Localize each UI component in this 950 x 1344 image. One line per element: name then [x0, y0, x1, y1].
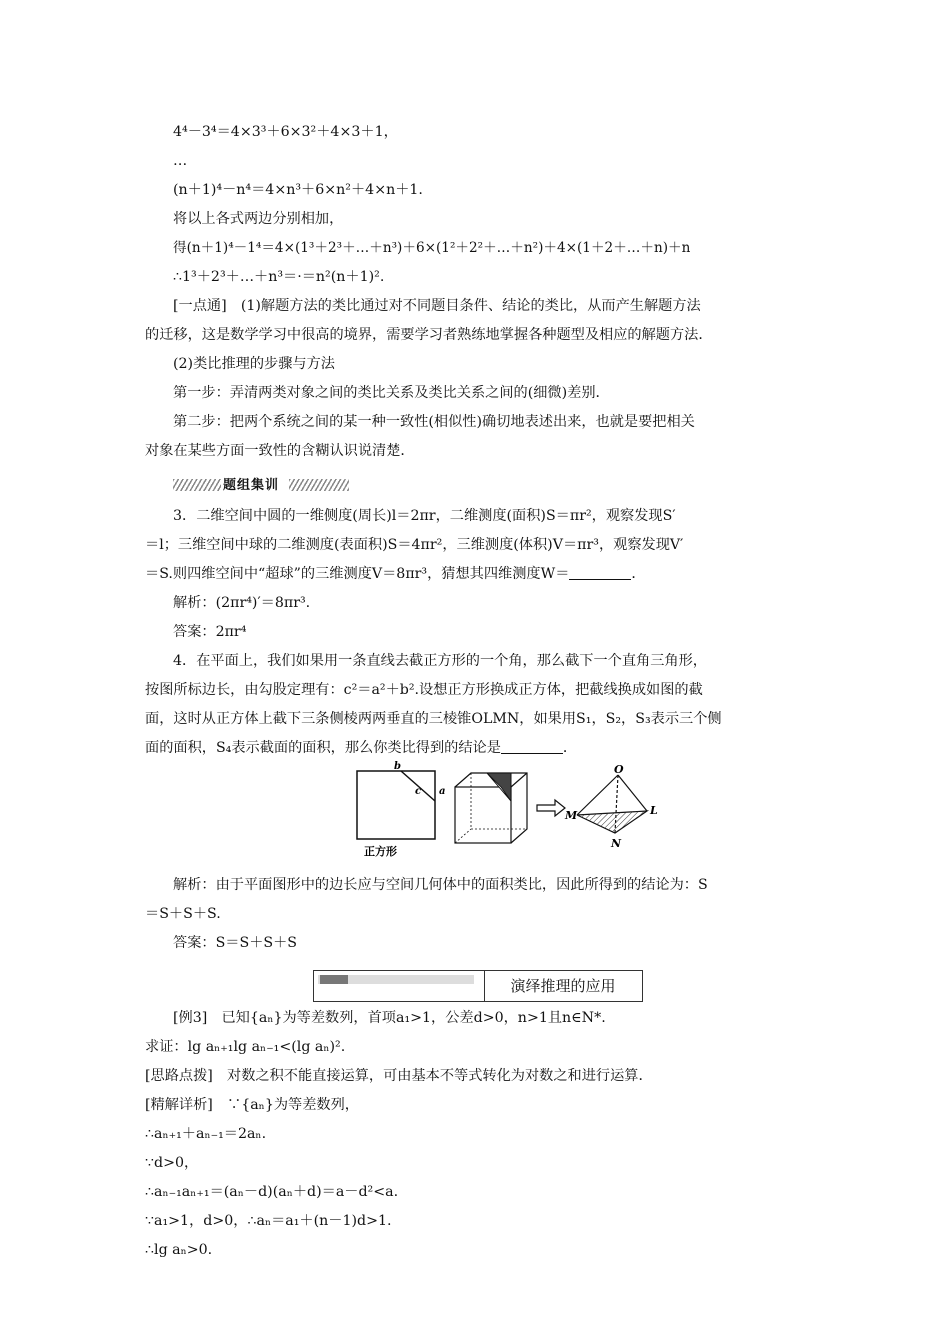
cube-edge [511, 773, 527, 787]
question-4-cont: 面，这时从正方体上截下三条侧棱两两垂直的三棱锥OLMN，如果用S₁，S₂，S₃表示三个侧 [145, 711, 722, 727]
question-3-cont [145, 560, 815, 589]
text-line: 第一步：弄清两类对象之间的类比关系及类比关系之间的(细微)差别． [173, 385, 610, 401]
square-caption: 正方形 [364, 845, 397, 858]
edge-OM [577, 775, 618, 815]
text-line: [思路点拨] 对数之积不能直接运算，可由基本不等式转化为对数之和进行运算． [145, 1068, 653, 1084]
question-4-text: 面的面积，S₄表示截面的面积，那么你类比得到的结论是 [145, 740, 501, 756]
question-3-text: ＝S.则四维空间中“超球”的三维测度V＝8πr³，猜想其四维测度W＝ [145, 566, 570, 582]
figures-svg [145, 761, 815, 865]
banner-title: 题组集训 [223, 478, 280, 493]
text-line: ∵d>0， [145, 1155, 199, 1171]
text-line: ∴aₙ₊₁＋aₙ₋₁＝2aₙ. [145, 1126, 267, 1142]
hatch-decoration [173, 479, 221, 491]
example-3: [例3] 已知{aₙ}为等差数列，首项a₁>1，公差d>0，n>1且n∈N*. [173, 1010, 606, 1026]
analysis-4: 解析：由于平面图形中的边长应与空间几何体中的面积类比，因此所得到的结论为：S [173, 877, 708, 893]
label-O: O [614, 763, 624, 776]
text-line: ∵a₁>1，d>0，∴aₙ＝a₁＋(n－1)d>1. [145, 1213, 392, 1229]
section-tag [318, 975, 474, 984]
geometry-figures [145, 761, 815, 865]
cube-hidden [455, 829, 471, 843]
text-line: ∴aₙ₋₁aₙ₊₁＝(aₙ－d)(aₙ＋d)＝a－d²<a. [145, 1184, 399, 1200]
section-box [313, 970, 643, 1002]
answer-blank [501, 739, 563, 754]
text-line: 4⁴－3⁴＝4×3³＋6×3²＋4×3＋1， [173, 124, 398, 140]
text-line: 将以上各式两边分别相加， [173, 211, 344, 227]
text-line: (2)类比推理的步骤与方法 [173, 356, 335, 372]
tip-paragraph: [一点通] (1)解题方法的类比通过对不同题目条件、结论的类比，从而产生解题方法 [173, 298, 701, 314]
text-line: … [173, 153, 188, 169]
square-shape [357, 771, 435, 839]
edge-OL [618, 775, 647, 811]
question-4-cont: 按图所标边长，由勾股定理有：c²＝a²＋b².设想正方形换成正方体，把截线换成如图的截 [145, 682, 703, 698]
label-N: N [611, 837, 622, 850]
label-M: M [565, 809, 578, 822]
question-3-cont: ＝l；三维空间中球的二维测度(表面积)S＝4πr²，三维测度(体积)V＝πr³，观察发现V′ [145, 537, 684, 553]
label-L: L [650, 804, 658, 817]
label-b: b [394, 761, 401, 772]
answer-blank [569, 565, 631, 580]
document-page [145, 118, 815, 1265]
text-line: 对象在某些方面一致性的含糊认识说清楚． [145, 443, 415, 459]
text-line: ∴1³＋2³＋…＋n³＝·＝n²(n＋1)². [173, 269, 385, 285]
exercise-banner [173, 470, 815, 500]
hatch-decoration [289, 479, 349, 491]
text-line: 第二步：把两个系统之间的某一种一致性(相似性)确切地表述出来，也就是要把相关 [173, 414, 695, 430]
text-line: (n＋1)⁴－n⁴＝4×n³＋6×n²＋4×n＋1. [173, 182, 423, 198]
section-title: 演绎推理的应用 [510, 977, 616, 995]
text-line: 得(n＋1)⁴－1⁴＝4×(1³＋2³＋…＋n³)＋6×(1²＋2²＋…＋n²)＋4×(1＋2＋…＋n)＋n [173, 240, 691, 256]
analysis-4-cont: ＝S＋S＋S. [145, 906, 221, 922]
question-4: 4．在平面上，我们如果用一条直线去截正方形的一个角，那么截下一个直角三角形， [173, 653, 707, 669]
arrow-icon [537, 800, 565, 816]
question-4-end: ． [562, 740, 578, 756]
tip-paragraph-cont: 的迁移，这是数学学习中很高的境界，需要学习者熟练地掌握各种题型及相应的解题方法． [145, 327, 713, 343]
question-4-cont [145, 734, 815, 763]
label-c: c [415, 786, 422, 797]
question-3: 3．二维空间中圆的一维侧度(周长)l＝2πr，二维测度(面积)S＝πr²，观察发现S′ [173, 508, 676, 524]
answer-4: 答案：S＝S＋S＋S [173, 935, 298, 951]
question-3-end: ． [631, 566, 646, 582]
answer-3: 答案：2πr⁴ [173, 624, 247, 640]
cube-front [455, 787, 511, 843]
text-line: 求证：lg aₙ₊₁lg aₙ₋₁<(lg aₙ)². [145, 1039, 346, 1055]
cube-back [455, 773, 527, 843]
label-a: a [439, 786, 446, 797]
analysis-3: 解析：(2πr⁴)′＝8πr³. [173, 595, 311, 611]
section-header [145, 970, 815, 1004]
text-line: ∴lg aₙ>0. [145, 1242, 213, 1258]
text-line: [精解详析] ∵{aₙ}为等差数列， [145, 1097, 359, 1113]
